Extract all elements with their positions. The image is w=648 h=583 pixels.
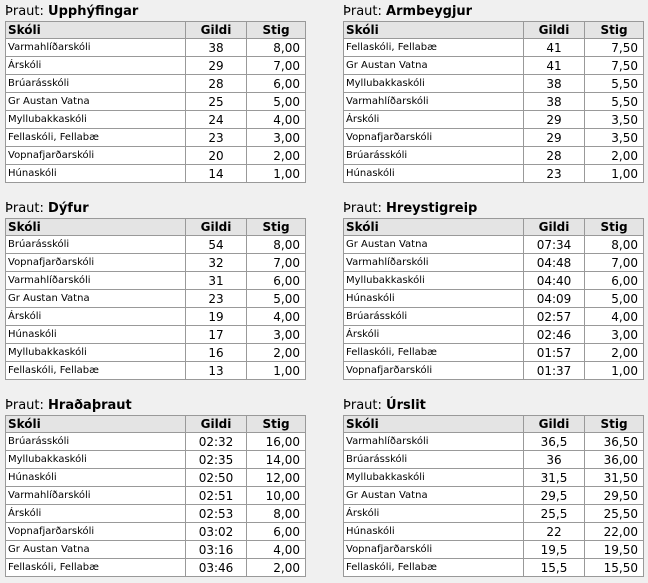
- school-cell: Myllubakkaskóli: [6, 111, 186, 129]
- table-row: [344, 487, 644, 505]
- points-cell: 12,00: [247, 469, 306, 487]
- school-cell: Myllubakkaskóli: [344, 75, 524, 93]
- school-cell: Gr Austan Vatna: [344, 57, 524, 75]
- value-cell: 14: [186, 165, 247, 183]
- school-cell: Árskóli: [6, 308, 186, 326]
- points-cell: 7,50: [585, 39, 644, 57]
- points-cell: 1,00: [585, 362, 644, 380]
- school-cell: Húnaskóli: [6, 469, 186, 487]
- school-cell: Brúarásskóli: [344, 451, 524, 469]
- value-cell: 29: [524, 129, 585, 147]
- value-cell: 02:50: [186, 469, 247, 487]
- value-cell: 03:02: [186, 523, 247, 541]
- school-cell: Vopnafjarðarskóli: [344, 541, 524, 559]
- table-row: [6, 451, 306, 469]
- school-cell: Vopnafjarðarskóli: [6, 147, 186, 165]
- school-cell: Vopnafjarðarskóli: [344, 129, 524, 147]
- points-cell: 5,00: [247, 93, 306, 111]
- school-cell: Vopnafjarðarskóli: [344, 362, 524, 380]
- value-cell: 29: [186, 57, 247, 75]
- value-cell: 54: [186, 236, 247, 254]
- value-cell: 36,5: [524, 433, 585, 451]
- event-block: [5, 201, 307, 380]
- value-cell: 01:57: [524, 344, 585, 362]
- table-row: [6, 57, 306, 75]
- school-cell: Gr Austan Vatna: [6, 93, 186, 111]
- points-cell: 14,00: [247, 451, 306, 469]
- table-row: [6, 433, 306, 451]
- event-block: [343, 201, 645, 380]
- table-row: [344, 129, 644, 147]
- value-cell: 19,5: [524, 541, 585, 559]
- value-cell: 41: [524, 57, 585, 75]
- value-cell: 04:09: [524, 290, 585, 308]
- header-row: [6, 219, 306, 236]
- school-cell: Brúarásskóli: [6, 75, 186, 93]
- value-cell: 19: [186, 308, 247, 326]
- table-row: [6, 147, 306, 165]
- value-cell: 16: [186, 344, 247, 362]
- points-cell: 3,50: [585, 111, 644, 129]
- value-cell: 23: [186, 129, 247, 147]
- value-cell: 28: [186, 75, 247, 93]
- event-title: [5, 4, 307, 20]
- school-cell: Árskóli: [344, 111, 524, 129]
- header-row: [6, 416, 306, 433]
- school-cell: Myllubakkaskóli: [344, 469, 524, 487]
- table-row: [344, 469, 644, 487]
- points-cell: 5,50: [585, 75, 644, 93]
- table-row: [6, 290, 306, 308]
- school-cell: Fellaskóli, Fellabæ: [6, 362, 186, 380]
- value-cell: 02:35: [186, 451, 247, 469]
- value-cell: 04:40: [524, 272, 585, 290]
- school-cell: Varmahlíðarskóli: [344, 433, 524, 451]
- table-row: [344, 147, 644, 165]
- points-cell: 8,00: [585, 236, 644, 254]
- points-cell: 8,00: [247, 39, 306, 57]
- value-cell: 20: [186, 147, 247, 165]
- table-row: [344, 272, 644, 290]
- results-table: [5, 21, 306, 183]
- points-cell: 5,00: [247, 290, 306, 308]
- school-cell: Gr Austan Vatna: [6, 541, 186, 559]
- points-cell: 16,00: [247, 433, 306, 451]
- school-cell: Fellaskóli, Fellabæ: [344, 559, 524, 577]
- table-row: [344, 433, 644, 451]
- table-row: [6, 236, 306, 254]
- value-cell: 31,5: [524, 469, 585, 487]
- event-name: Dýfur: [48, 201, 89, 216]
- points-cell: 4,00: [247, 111, 306, 129]
- value-cell: 04:48: [524, 254, 585, 272]
- column-header-value: Gildi: [524, 22, 585, 39]
- table-row: [6, 39, 306, 57]
- school-cell: Fellaskóli, Fellabæ: [6, 129, 186, 147]
- event-label: Þraut:: [5, 4, 44, 19]
- column-header-value: Gildi: [186, 416, 247, 433]
- event-title: [343, 4, 645, 20]
- points-cell: 7,00: [247, 254, 306, 272]
- value-cell: 03:16: [186, 541, 247, 559]
- column-header-points: Stig: [585, 416, 644, 433]
- table-row: [344, 541, 644, 559]
- event-name: Hreystigreip: [386, 201, 478, 216]
- event-name: Upphýfingar: [48, 4, 139, 19]
- school-cell: Húnaskóli: [6, 326, 186, 344]
- results-table: [343, 415, 644, 577]
- points-cell: 22,00: [585, 523, 644, 541]
- points-cell: 6,00: [247, 75, 306, 93]
- column-header-value: Gildi: [524, 416, 585, 433]
- points-cell: 19,50: [585, 541, 644, 559]
- table-row: [344, 308, 644, 326]
- column-header-value: Gildi: [186, 22, 247, 39]
- points-cell: 4,00: [585, 308, 644, 326]
- points-cell: 2,00: [247, 559, 306, 577]
- table-row: [6, 111, 306, 129]
- value-cell: 03:46: [186, 559, 247, 577]
- value-cell: 13: [186, 362, 247, 380]
- school-cell: Varmahlíðarskóli: [344, 93, 524, 111]
- column-header-points: Stig: [585, 219, 644, 236]
- school-cell: Brúarásskóli: [344, 147, 524, 165]
- table-row: [344, 254, 644, 272]
- table-row: [344, 111, 644, 129]
- value-cell: 17: [186, 326, 247, 344]
- school-cell: Brúarásskóli: [344, 308, 524, 326]
- header-row: [344, 416, 644, 433]
- value-cell: 15,5: [524, 559, 585, 577]
- points-cell: 6,00: [247, 523, 306, 541]
- table-row: [6, 559, 306, 577]
- school-cell: Varmahlíðarskóli: [6, 487, 186, 505]
- value-cell: 24: [186, 111, 247, 129]
- event-block: [5, 4, 307, 183]
- value-cell: 38: [186, 39, 247, 57]
- column-header-school: Skóli: [344, 219, 524, 236]
- value-cell: 38: [524, 93, 585, 111]
- event-title: [343, 398, 645, 414]
- table-row: [6, 75, 306, 93]
- points-cell: 6,00: [585, 272, 644, 290]
- school-cell: Gr Austan Vatna: [344, 487, 524, 505]
- table-row: [344, 326, 644, 344]
- value-cell: 02:32: [186, 433, 247, 451]
- school-cell: Gr Austan Vatna: [344, 236, 524, 254]
- table-row: [344, 93, 644, 111]
- points-cell: 3,50: [585, 129, 644, 147]
- column-header-value: Gildi: [186, 219, 247, 236]
- table-row: [6, 469, 306, 487]
- points-cell: 31,50: [585, 469, 644, 487]
- table-row: [344, 39, 644, 57]
- points-cell: 36,00: [585, 451, 644, 469]
- school-cell: Vopnafjarðarskóli: [6, 523, 186, 541]
- points-cell: 5,00: [585, 290, 644, 308]
- school-cell: Myllubakkaskóli: [6, 451, 186, 469]
- event-block: [343, 4, 645, 183]
- points-cell: 7,00: [247, 57, 306, 75]
- table-row: [6, 165, 306, 183]
- table-row: [6, 272, 306, 290]
- school-cell: Fellaskóli, Fellabæ: [344, 39, 524, 57]
- table-row: [344, 75, 644, 93]
- column-header-school: Skóli: [344, 22, 524, 39]
- header-row: [6, 22, 306, 39]
- table-row: [344, 451, 644, 469]
- points-cell: 3,00: [247, 129, 306, 147]
- points-cell: 15,50: [585, 559, 644, 577]
- event-name: Armbeygjur: [386, 4, 473, 19]
- column-header-value: Gildi: [524, 219, 585, 236]
- points-cell: 7,50: [585, 57, 644, 75]
- column-header-school: Skóli: [6, 416, 186, 433]
- school-cell: Brúarásskóli: [6, 433, 186, 451]
- table-row: [6, 362, 306, 380]
- event-block: [343, 398, 645, 577]
- value-cell: 02:53: [186, 505, 247, 523]
- table-row: [344, 362, 644, 380]
- value-cell: 32: [186, 254, 247, 272]
- header-row: [344, 22, 644, 39]
- school-cell: Húnaskóli: [344, 165, 524, 183]
- column-header-points: Stig: [247, 416, 306, 433]
- school-cell: Vopnafjarðarskóli: [6, 254, 186, 272]
- event-label: Þraut:: [343, 398, 382, 413]
- results-table: [343, 218, 644, 380]
- points-cell: 6,00: [247, 272, 306, 290]
- header-row: [344, 219, 644, 236]
- value-cell: 41: [524, 39, 585, 57]
- school-cell: Fellaskóli, Fellabæ: [6, 559, 186, 577]
- points-cell: 36,50: [585, 433, 644, 451]
- points-cell: 8,00: [247, 236, 306, 254]
- points-cell: 2,00: [247, 344, 306, 362]
- value-cell: 02:46: [524, 326, 585, 344]
- table-row: [344, 505, 644, 523]
- event-label: Þraut:: [343, 4, 382, 19]
- school-cell: Árskóli: [344, 505, 524, 523]
- points-cell: 8,00: [247, 505, 306, 523]
- table-row: [6, 344, 306, 362]
- event-label: Þraut:: [343, 201, 382, 216]
- school-cell: Fellaskóli, Fellabæ: [344, 344, 524, 362]
- value-cell: 28: [524, 147, 585, 165]
- table-row: [6, 129, 306, 147]
- table-row: [344, 236, 644, 254]
- event-title: [5, 201, 307, 217]
- points-cell: 29,50: [585, 487, 644, 505]
- school-cell: Árskóli: [6, 57, 186, 75]
- points-cell: 3,00: [585, 326, 644, 344]
- points-cell: 3,00: [247, 326, 306, 344]
- event-title: [5, 398, 307, 414]
- school-cell: Árskóli: [344, 326, 524, 344]
- event-title: [343, 201, 645, 217]
- event-name: Hraðaþraut: [48, 398, 132, 413]
- table-row: [344, 523, 644, 541]
- value-cell: 23: [524, 165, 585, 183]
- value-cell: 31: [186, 272, 247, 290]
- school-cell: Húnaskóli: [344, 290, 524, 308]
- points-cell: 1,00: [585, 165, 644, 183]
- column-header-school: Skóli: [6, 219, 186, 236]
- column-header-school: Skóli: [6, 22, 186, 39]
- value-cell: 29,5: [524, 487, 585, 505]
- table-row: [6, 254, 306, 272]
- table-row: [6, 523, 306, 541]
- school-cell: Brúarásskóli: [6, 236, 186, 254]
- column-header-school: Skóli: [344, 416, 524, 433]
- points-cell: 5,50: [585, 93, 644, 111]
- event-label: Þraut:: [5, 201, 44, 216]
- value-cell: 38: [524, 75, 585, 93]
- points-cell: 2,00: [585, 147, 644, 165]
- value-cell: 25: [186, 93, 247, 111]
- school-cell: Myllubakkaskóli: [6, 344, 186, 362]
- event-name: Úrslit: [386, 398, 426, 413]
- points-cell: 7,00: [585, 254, 644, 272]
- table-row: [344, 559, 644, 577]
- table-row: [6, 326, 306, 344]
- points-cell: 4,00: [247, 541, 306, 559]
- table-row: [6, 541, 306, 559]
- results-table: [343, 21, 644, 183]
- table-row: [6, 308, 306, 326]
- table-row: [6, 487, 306, 505]
- value-cell: 29: [524, 111, 585, 129]
- table-row: [344, 57, 644, 75]
- points-cell: 4,00: [247, 308, 306, 326]
- column-header-points: Stig: [247, 22, 306, 39]
- value-cell: 01:37: [524, 362, 585, 380]
- column-header-points: Stig: [585, 22, 644, 39]
- value-cell: 36: [524, 451, 585, 469]
- value-cell: 25,5: [524, 505, 585, 523]
- points-cell: 25,50: [585, 505, 644, 523]
- value-cell: 02:51: [186, 487, 247, 505]
- school-cell: Varmahlíðarskóli: [6, 39, 186, 57]
- table-row: [6, 93, 306, 111]
- table-row: [344, 165, 644, 183]
- value-cell: 07:34: [524, 236, 585, 254]
- results-table: [5, 218, 306, 380]
- value-cell: 22: [524, 523, 585, 541]
- table-row: [6, 505, 306, 523]
- column-header-points: Stig: [247, 219, 306, 236]
- table-row: [344, 344, 644, 362]
- value-cell: 23: [186, 290, 247, 308]
- school-cell: Gr Austan Vatna: [6, 290, 186, 308]
- school-cell: Húnaskóli: [6, 165, 186, 183]
- points-cell: 1,00: [247, 362, 306, 380]
- school-cell: Húnaskóli: [344, 523, 524, 541]
- school-cell: Myllubakkaskóli: [344, 272, 524, 290]
- school-cell: Varmahlíðarskóli: [344, 254, 524, 272]
- results-table: [5, 415, 306, 577]
- table-row: [344, 290, 644, 308]
- points-cell: 2,00: [585, 344, 644, 362]
- school-cell: Árskóli: [6, 505, 186, 523]
- points-cell: 1,00: [247, 165, 306, 183]
- value-cell: 02:57: [524, 308, 585, 326]
- points-cell: 2,00: [247, 147, 306, 165]
- event-label: Þraut:: [5, 398, 44, 413]
- points-cell: 10,00: [247, 487, 306, 505]
- school-cell: Varmahlíðarskóli: [6, 272, 186, 290]
- event-block: [5, 398, 307, 577]
